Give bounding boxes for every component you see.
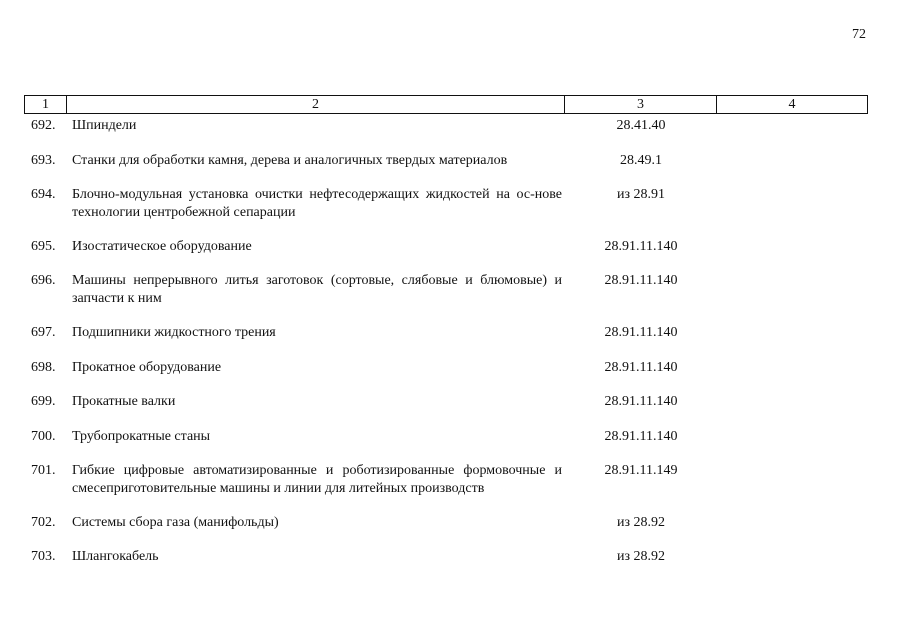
row-number: 699. [31, 394, 56, 409]
row-number: 696. [31, 273, 56, 288]
row-code: из 28.92 [616, 515, 666, 530]
row-name: Прокатные валки [72, 394, 176, 409]
table-header [24, 95, 868, 114]
row-number: 701. [31, 463, 56, 478]
row-number: 694. [31, 187, 56, 202]
row-code: 28.91.11.140 [604, 360, 678, 375]
header-col-4: 4 [788, 97, 796, 112]
row-number: 692. [31, 118, 56, 133]
header-col-2: 2 [67, 96, 565, 113]
row-name: Шлангокабель [72, 549, 159, 564]
row-name: Подшипники жидкостного трения [72, 325, 276, 340]
row-name: Блочно-модульная установка очистки нефтесодержащих жидкостей на ос-нове технологии центробежной сепарации [72, 187, 562, 220]
row-number: 697. [31, 325, 56, 340]
row-name: Машины непрерывного литья заготовок (сортовые, слябовые и блюмовые) и запчасти к ним [72, 273, 562, 306]
row-code: 28.49.1 [620, 153, 662, 168]
row-code: 28.41.40 [616, 118, 666, 133]
row-number: 698. [31, 360, 56, 375]
row-number: 703. [31, 549, 56, 564]
row-name: Гибкие цифровые автоматизированные и роботизированные формовочные и смесеприготовительные машины и линии для литейных производств [72, 463, 562, 496]
header-col-3: 3 [565, 96, 717, 113]
row-name: Станки для обработки камня, дерева и аналогичных твердых материалов [72, 153, 508, 168]
row-name: Шпиндели [72, 118, 137, 133]
row-name: Изостатическое оборудование [72, 239, 252, 254]
row-number: 702. [31, 515, 56, 530]
row-number: 700. [31, 429, 56, 444]
row-code: 28.91.11.140 [604, 273, 678, 288]
page-number: 72 [852, 27, 866, 42]
row-code: 28.91.11.140 [604, 394, 678, 409]
row-number: 693. [31, 153, 56, 168]
row-code: 28.91.11.140 [604, 429, 678, 444]
row-code: 28.91.11.140 [604, 325, 678, 340]
row-code: 28.91.11.140 [604, 239, 678, 254]
row-number: 695. [31, 239, 56, 254]
row-name: Прокатное оборудование [72, 360, 222, 375]
row-code: из 28.91 [616, 187, 666, 202]
row-name: Трубопрокатные станы [72, 429, 211, 444]
row-name: Системы сбора газа (манифольды) [72, 515, 279, 530]
row-code: из 28.92 [616, 549, 666, 564]
row-code: 28.91.11.149 [604, 463, 678, 478]
header-col-1: 1 [25, 96, 67, 113]
